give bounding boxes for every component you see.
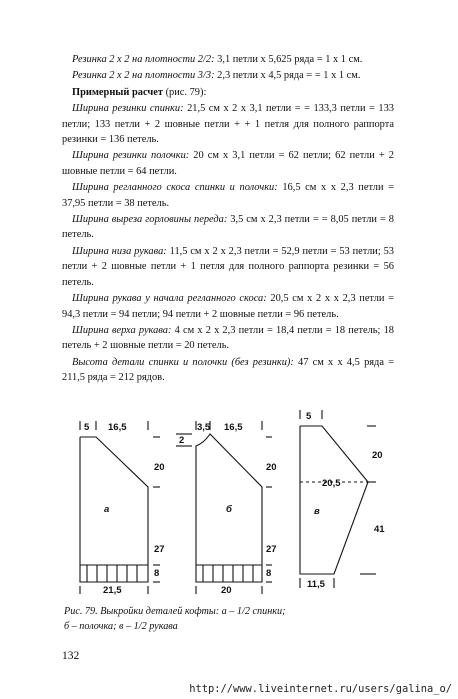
paragraph-text: 21,5 см х 2 х 3,1 петли = = 133,3 петли = 133 петли; 133 петли + 2 шовные петли + + 1 петля для полного раппорта резинки = 136 петель.	[62, 103, 394, 146]
piece-a-top-left: 5	[84, 422, 90, 433]
paragraph-lead: Примерный расчет	[72, 86, 163, 98]
piece-c-side-upper: 20	[372, 450, 383, 461]
piece-c-side-lower: 41	[374, 524, 385, 535]
figure-caption	[64, 604, 394, 634]
paragraph-lead: Ширина резинки спинки:	[72, 103, 184, 115]
caption-line-1: Рис. 79. Выкройки деталей кофты: а – 1/2 спинки;	[64, 606, 286, 617]
piece-a-top-right: 16,5	[108, 422, 127, 433]
page-number: 132	[62, 650, 80, 662]
piece-b-bottom: 20	[221, 585, 232, 596]
paragraph-lead: Ширина верха рукава:	[72, 324, 172, 336]
paragraph-lead: Ширина регланного скоса спинки и полочки:	[72, 182, 278, 194]
piece-b	[176, 421, 272, 594]
piece-b-top-right: 16,5	[224, 422, 243, 433]
paragraph-text: 47 см х х 4,5 ряда = 211,5 ряда = 212 рядов.	[62, 356, 395, 384]
paragraph-text: 4 см х 2 х 2,3 петли = 18,4 петли = 18 петель; 18 петель + 2 шовные петли = 20 петель.	[62, 324, 394, 352]
paragraph-text: 3,1 петли х 5,625 ряда = 1 х 1 см.	[214, 54, 363, 65]
paragraph-text: (рис. 79):	[162, 86, 207, 98]
piece-b-side-lower: 27	[266, 544, 277, 555]
piece-c-top: 5	[306, 411, 312, 422]
piece-b-letter: б	[226, 504, 232, 515]
piece-b-neck-width: 3,5	[197, 422, 211, 433]
piece-a-bottom: 21,5	[103, 585, 122, 596]
piece-b-side-upper: 20	[266, 462, 277, 473]
paragraph-lead: Ширина резинки полочки:	[72, 150, 190, 162]
paragraph-lead: Резинка 2 х 2 на плотности 2/2:	[72, 54, 215, 65]
piece-a-letter: а	[104, 504, 110, 515]
paragraph-text: 3,5 см х 2,3 петли = = 8,05 петли = 8 петель.	[62, 214, 394, 241]
piece-a-side-upper: 20	[154, 462, 165, 473]
piece-c-bottom: 11,5	[307, 579, 325, 590]
piece-a-side-lower: 27	[154, 544, 165, 555]
piece-b-rib-height: 8	[266, 568, 272, 579]
paragraph-lead: Ширина рукава у начала регланного скоса:	[72, 293, 267, 305]
paragraph-lead: Резинка 2 х 2 на плотности 3/3:	[72, 70, 215, 82]
paragraph-text: 2,3 петли х 4,5 ряда = = 1 х 1 см.	[214, 70, 361, 82]
piece-c-mid-width: 20,5	[322, 478, 341, 489]
paragraph-lead: Ширина низа рукава:	[72, 245, 167, 257]
footer-url[interactable]: http://www.liveinternet.ru/users/galina_o/	[189, 683, 452, 695]
paragraph-text: 16,5 см х х 2,3 петли = 37,95 петли = 38 петель.	[62, 182, 395, 209]
piece-a-rib-height: 8	[154, 568, 160, 579]
paragraph-text: 11,5 см х 2 х 2,3 петли = 52,9 петли = 53 петли; 53 петли + 2 шовные петли + 1 петля для полного раппорта резинки = 56 петель.	[62, 245, 394, 288]
paragraph-text: 20,5 см х 2 х х 2,3 петли = 94,3 петли = 94 петли; 94 петли + 2 шовные петли = 96 петель.	[62, 293, 394, 320]
piece-c-letter: в	[314, 506, 320, 517]
caption-line-2: б – полочка; в – 1/2 рукава	[64, 621, 178, 632]
piece-a	[80, 421, 160, 594]
paragraph-lead: Высота детали спинки и полочки (без резинки):	[72, 356, 294, 368]
piece-c	[300, 410, 376, 588]
piece-b-neck-drop: 2	[179, 435, 185, 446]
paragraph-text: 20 см х 3,1 петли = 62 петли; 62 петли + 2 шовные петли = 64 петли.	[62, 150, 394, 177]
paragraph-lead: Ширина выреза горловины переда:	[72, 214, 228, 226]
